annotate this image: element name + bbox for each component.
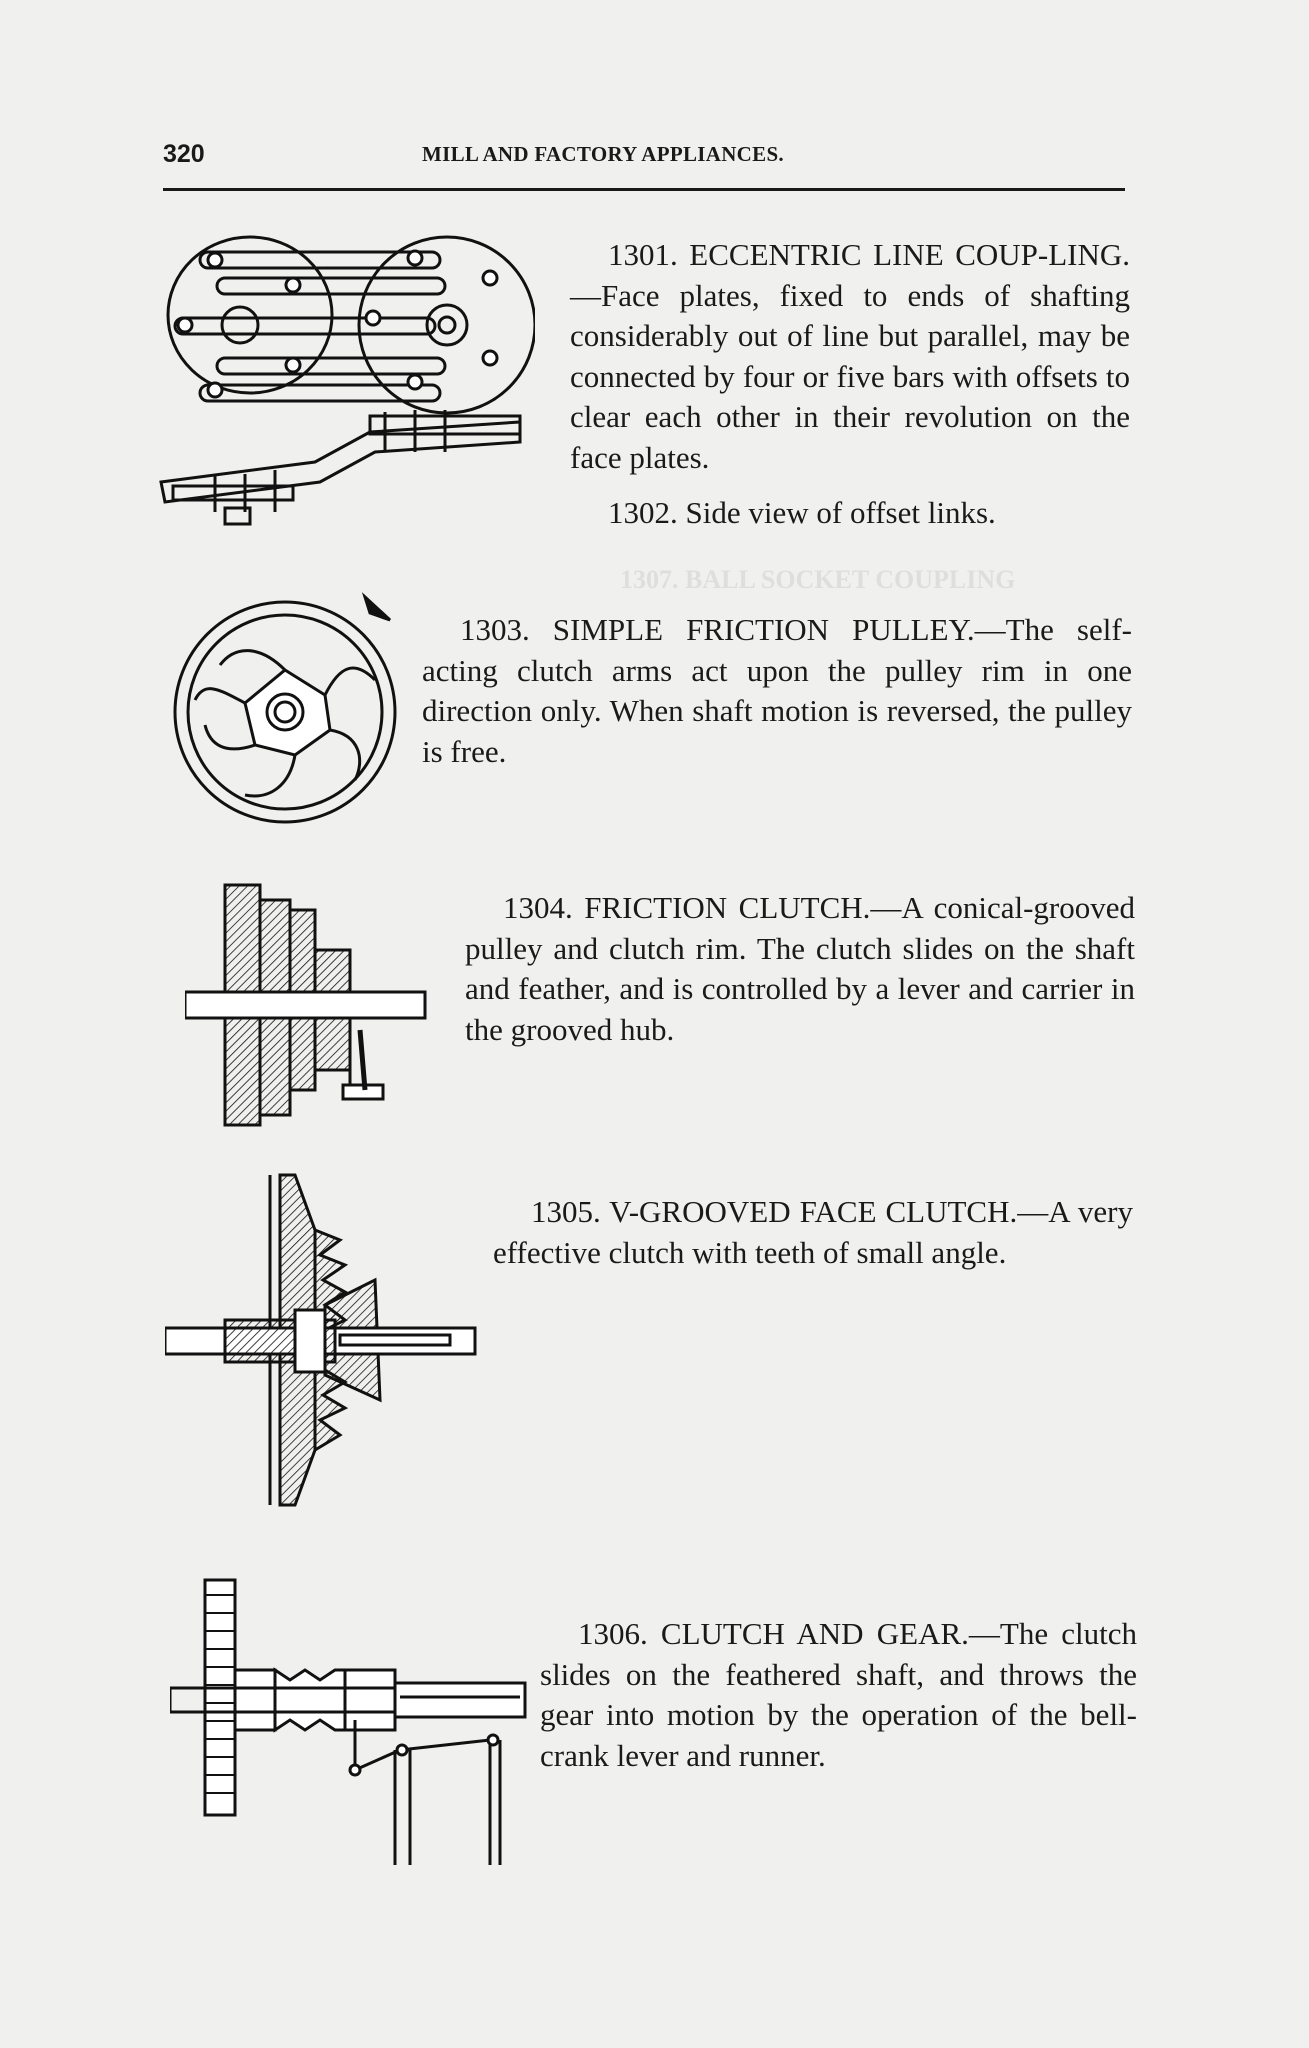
figure-v-grooved-clutch [165, 1170, 485, 1510]
header-rule [163, 188, 1125, 191]
running-title: MILL AND FACTORY APPLIANCES. [422, 142, 784, 166]
page-number: 320 [163, 140, 205, 168]
figure-eccentric-coupling [155, 230, 535, 535]
figure-clutch-and-gear [170, 1575, 530, 1875]
entry-1306: 1306. CLUTCH AND GEAR.—The clutch slides on the feathered shaft, and throws the gear into motion by the operation of the bell-crank lever and runner. [540, 1616, 1137, 1773]
figure-friction-clutch [185, 880, 435, 1130]
entry-1305: 1305. V-GROOVED FACE CLUTCH.—A very effective clutch with teeth of small angle. [493, 1194, 1133, 1270]
entry-1303: 1303. SIMPLE FRICTION PULLEY.—The self-acting clutch arms act upon the pulley rim in one direction only. When shaft motion is reversed, the pulley is free. [422, 612, 1132, 769]
entry-1304: 1304. FRICTION CLUTCH.—A conical-grooved pulley and clutch rim. The clutch slides on the shaft and feather, and is controlled by a lever and carrier in the grooved hub. [465, 890, 1135, 1047]
entry-1301: 1301. ECCENTRIC LINE COUP-LING.—Face plates, fixed to ends of shafting considerably out of line but parallel, may be connected by four or five bars with offsets to clear each other in their revolution on the face plates. [570, 237, 1130, 475]
bleed-through-text: 1307. BALL SOCKET COUPLING [620, 565, 1016, 594]
figure-friction-pulley [165, 585, 415, 835]
entry-1302: 1302. Side view of offset links. [608, 495, 996, 530]
